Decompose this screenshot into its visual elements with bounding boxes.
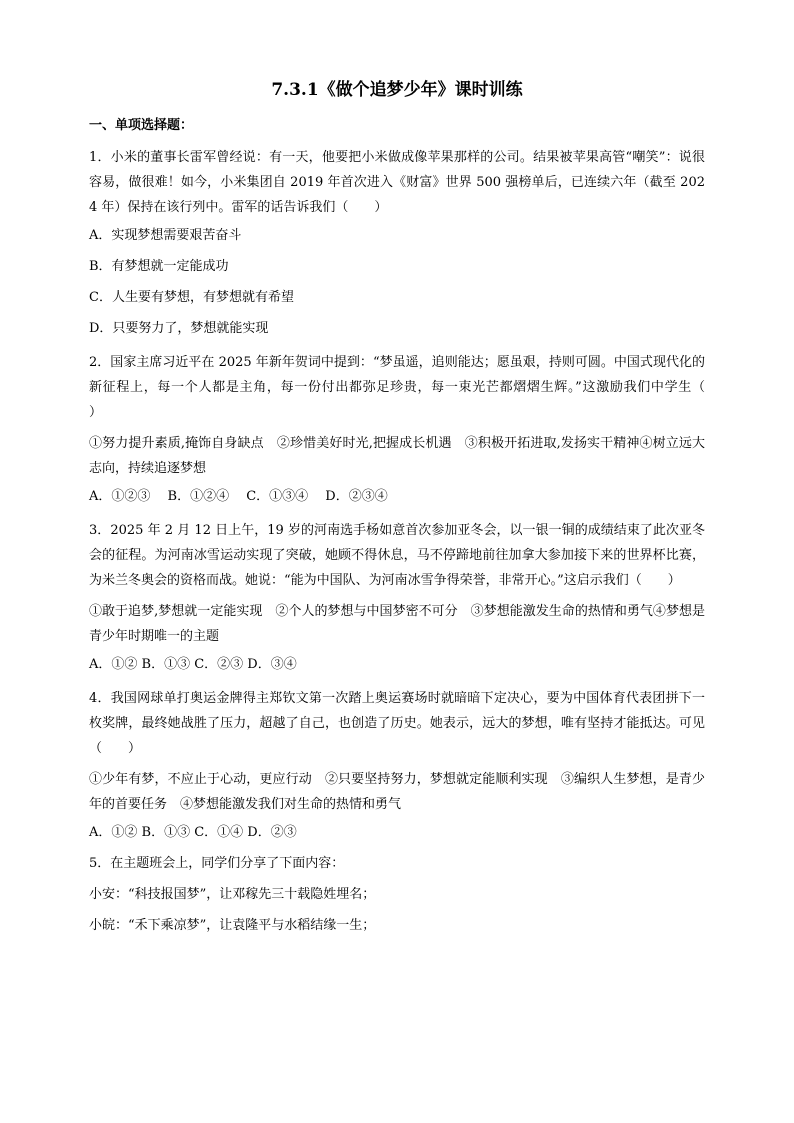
question-2-statements: ①努力提升素质,掩饰自身缺点 ②珍惜美好时光,把握成长机遇 ③积极开拓进取,发扬实干精神④树立远大志向，持续追逐梦想 xyxy=(89,436,705,476)
question-2-options: A．①②③ B．①②④ C．①③④ D．②③④ xyxy=(89,489,388,504)
question-2-stem: 2．国家主席习近平在 2025 年新年贺词中提到：“梦虽遥，追则能达；愿虽艰，持则可圆。中国式现代化的新征程上，每一个人都是主角，每一份付出都弥足珍贵，每一束光芒都熠熠生辉。”这激励我们中学生（ ） xyxy=(89,355,732,420)
question-3-stem: 3．2025 年 2 月 12 日上午，19 岁的河南选手杨如意首次参加亚冬会，以一银一铜的成绩结束了此次亚冬会的征程。为河南冰雪运动实现了突破，她顾不得休息，马不停蹄地前往加拿大参加接下来的世界杯比赛，为米兰冬奥会的资格而战。她说：“能为中国队、为河南冰雪争得荣誉，非常开心。”这启示我们（ ） xyxy=(89,523,705,588)
question-1-option-c: C．人生要有梦想，有梦想就有希望 xyxy=(89,290,294,305)
document-page xyxy=(89,78,732,947)
question-1-stem: 1．小米的董事长雷军曾经说：有一天，他要把小米做成像苹果那样的公司。结果被苹果高管“嘲笑”：说很容易，做很难！如今，小米集团自 2019 年首次进入《财富》世界 500 强榜单后，已连续六年（截至 2024 年）保持在该行列中。雷军的话告诉我们（ ） xyxy=(89,150,705,215)
question-1-option-a: A．实现梦想需要艰苦奋斗 xyxy=(89,228,242,243)
question-1-option-b: B．有梦想就一定能成功 xyxy=(89,259,229,274)
section-heading: 一、单项选择题： xyxy=(89,118,194,133)
question-3-statements: ①敢于追梦,梦想就一定能实现 ②个人的梦想与中国梦密不可分 ③梦想能激发生命的热情和勇气④梦想是青少年时期唯一的主题 xyxy=(89,604,705,644)
question-4-statements: ①少年有梦，不应止于心动，更应行动 ②只要坚持努力，梦想就定能顺利实现 ③编织人生梦想，是青少年的首要任务 ④梦想能激发我们对生命的热情和勇气 xyxy=(89,772,705,812)
question-5-line-2: 小皖：“禾下乘凉梦”，让袁隆平与水稻结缘一生； xyxy=(89,918,376,933)
question-5-line-1: 小安：“科技报国梦”，让邓稼先三十载隐姓埋名； xyxy=(89,887,376,902)
question-1 xyxy=(89,145,705,339)
document-title: 7.3.1《做个追梦少年》课时训练 xyxy=(271,80,523,100)
question-1-option-d: D．只要努力了，梦想就能实现 xyxy=(89,321,269,336)
question-4-stem: 4．我国网球单打奥运金牌得主郑钦文第一次踏上奥运赛场时就暗暗下定决心，要为中国体育代表团拼下一枚奖牌，最终她战胜了压力，超越了自己，也创造了历史。她表示，远大的梦想，唯有坚持才能抵达。可见（ ） xyxy=(89,691,705,756)
question-4-options: A．①② B．①③ C．①④ D．②③ xyxy=(89,825,297,840)
question-3-options: A．①② B．①③ C．②③ D．③④ xyxy=(89,657,297,672)
question-4 xyxy=(89,686,705,843)
question-5-stem: 5．在主题班会上，同学们分享了下面内容： xyxy=(89,856,345,871)
question-5 xyxy=(89,854,705,936)
question-2 xyxy=(89,350,732,507)
question-3 xyxy=(89,518,705,675)
